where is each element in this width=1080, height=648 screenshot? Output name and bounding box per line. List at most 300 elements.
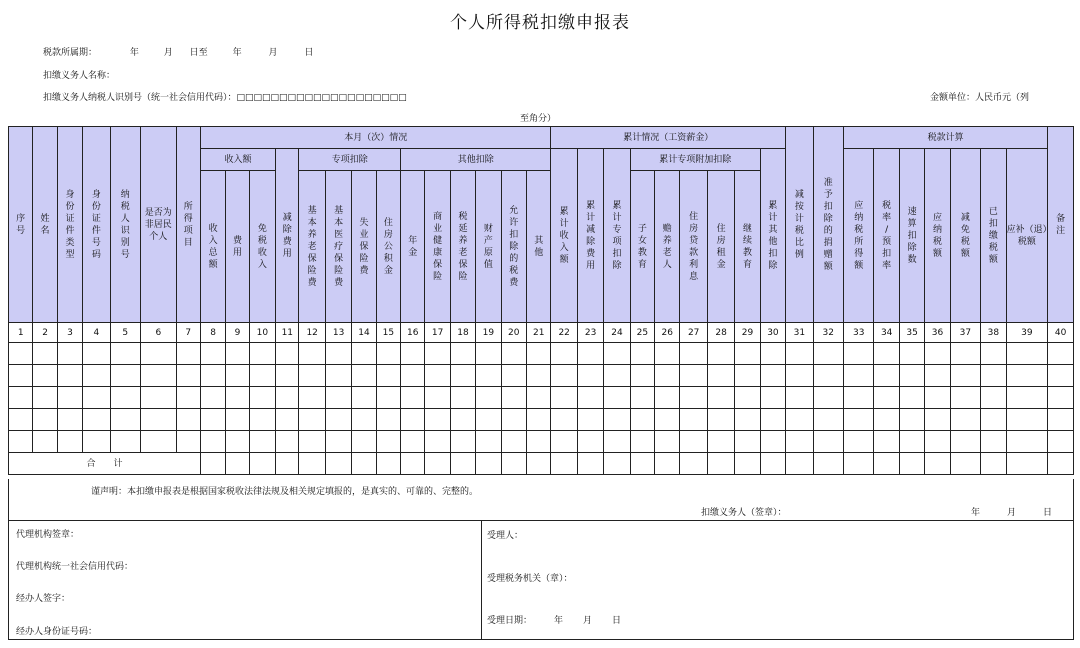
table-cell[interactable] — [276, 431, 299, 453]
table-cell[interactable] — [1048, 409, 1074, 431]
total-cell[interactable] — [981, 453, 1006, 475]
total-cell[interactable] — [276, 453, 299, 475]
table-cell[interactable] — [299, 365, 325, 387]
table-cell[interactable] — [707, 387, 734, 409]
table-cell[interactable] — [680, 387, 707, 409]
table-cell[interactable] — [376, 431, 400, 453]
table-cell[interactable] — [680, 365, 707, 387]
table-cell[interactable] — [501, 365, 526, 387]
table-cell[interactable] — [200, 387, 225, 409]
table-cell[interactable] — [299, 343, 325, 365]
table-cell[interactable] — [276, 409, 299, 431]
agency-code-label: 代理机构统一社会信用代码： — [16, 562, 134, 572]
header-tax-calc: 税款计算 — [844, 127, 1048, 149]
total-cell[interactable] — [925, 453, 950, 475]
table-cell[interactable] — [249, 343, 275, 365]
table-cell[interactable] — [226, 365, 249, 387]
table-cell[interactable] — [141, 431, 177, 453]
table-cell[interactable] — [501, 387, 526, 409]
declaration-date-day: 日 — [1043, 508, 1053, 518]
table-cell[interactable] — [526, 343, 551, 365]
table-cell[interactable] — [110, 387, 140, 409]
table-cell[interactable] — [786, 343, 813, 365]
table-cell[interactable] — [376, 365, 400, 387]
header-name: 姓 名 — [33, 127, 57, 323]
table-cell[interactable] — [950, 409, 980, 431]
period-part: 月 — [163, 48, 173, 58]
table-cell[interactable] — [249, 365, 275, 387]
table-cell[interactable] — [425, 387, 450, 409]
table-cell[interactable] — [655, 365, 680, 387]
total-cell[interactable] — [352, 453, 376, 475]
table-cell[interactable] — [1006, 343, 1048, 365]
table-cell[interactable] — [813, 365, 843, 387]
column-number: 11 — [276, 323, 299, 343]
table-cell[interactable] — [981, 431, 1006, 453]
table-cell[interactable] — [501, 431, 526, 453]
receive-date-month: 月 — [583, 616, 593, 626]
table-cell[interactable] — [655, 343, 680, 365]
header-pension: 基 本 养 老 保 险 费 — [299, 171, 325, 323]
column-number: 37 — [950, 323, 980, 343]
withholder-name-label: 扣缴义务人名称： — [43, 71, 116, 81]
table-cell[interactable] — [57, 343, 82, 365]
total-cell[interactable] — [950, 453, 980, 475]
table-cell[interactable] — [786, 409, 813, 431]
table-cell[interactable] — [226, 387, 249, 409]
total-cell[interactable] — [425, 453, 450, 475]
table-cell[interactable] — [33, 343, 57, 365]
table-cell[interactable] — [844, 431, 874, 453]
table-cell[interactable] — [9, 409, 33, 431]
table-cell[interactable] — [57, 365, 82, 387]
table-cell[interactable] — [707, 365, 734, 387]
table-cell[interactable] — [1048, 387, 1074, 409]
table-cell[interactable] — [899, 387, 924, 409]
table-cell[interactable] — [176, 409, 200, 431]
table-cell[interactable] — [299, 409, 325, 431]
column-number: 36 — [925, 323, 950, 343]
table-cell[interactable] — [844, 365, 874, 387]
table-cell[interactable] — [425, 365, 450, 387]
table-cell[interactable] — [760, 409, 785, 431]
column-number: 35 — [899, 323, 924, 343]
total-cell[interactable] — [707, 453, 734, 475]
column-number: 28 — [707, 323, 734, 343]
table-cell[interactable] — [249, 409, 275, 431]
table-row — [9, 409, 1074, 431]
header-mortgage: 住 房 贷 款 利 息 — [680, 171, 707, 323]
table-cell[interactable] — [141, 387, 177, 409]
table-cell[interactable] — [925, 343, 950, 365]
total-cell[interactable] — [476, 453, 501, 475]
withholder-id-line — [43, 90, 407, 103]
period-line — [43, 45, 313, 58]
table-cell[interactable] — [551, 365, 577, 387]
header-income-total: 收 入 总 额 — [200, 171, 225, 323]
table-cell[interactable] — [707, 409, 734, 431]
table-cell[interactable] — [425, 343, 450, 365]
table-cell[interactable] — [226, 431, 249, 453]
table-cell[interactable] — [110, 365, 140, 387]
table-cell[interactable] — [276, 365, 299, 387]
table-cell[interactable] — [401, 387, 425, 409]
table-cell[interactable] — [925, 365, 950, 387]
table-cell[interactable] — [33, 387, 57, 409]
table-cell[interactable] — [786, 365, 813, 387]
total-cell[interactable] — [577, 453, 603, 475]
table-cell[interactable] — [176, 365, 200, 387]
header-tax-rate: 税 率 / 预 扣 率 — [874, 149, 899, 323]
table-cell[interactable] — [1048, 343, 1074, 365]
header-quick-deduction: 速 算 扣 除 数 — [899, 149, 924, 323]
table-cell[interactable] — [57, 431, 82, 453]
total-cell[interactable] — [200, 453, 225, 475]
table-cell[interactable] — [526, 431, 551, 453]
table-cell[interactable] — [526, 365, 551, 387]
table-cell[interactable] — [630, 409, 654, 431]
total-cell[interactable] — [1048, 453, 1074, 475]
table-cell[interactable] — [899, 343, 924, 365]
table-cell[interactable] — [9, 431, 33, 453]
table-cell[interactable] — [376, 409, 400, 431]
table-cell[interactable] — [425, 409, 450, 431]
table-cell[interactable] — [950, 343, 980, 365]
table-cell[interactable] — [249, 387, 275, 409]
table-cell[interactable] — [401, 343, 425, 365]
table-cell[interactable] — [226, 343, 249, 365]
table-cell[interactable] — [1048, 431, 1074, 453]
total-cell[interactable] — [1006, 453, 1048, 475]
header-id-no: 身 份 证 件 号 码 — [83, 127, 110, 323]
column-number: 39 — [1006, 323, 1048, 343]
table-cell[interactable] — [476, 387, 501, 409]
table-cell[interactable] — [604, 343, 630, 365]
table-cell[interactable] — [844, 343, 874, 365]
table-cell[interactable] — [276, 343, 299, 365]
table-cell[interactable] — [176, 387, 200, 409]
table-cell[interactable] — [425, 431, 450, 453]
period-part: 日至 — [189, 48, 208, 58]
table-cell[interactable] — [950, 431, 980, 453]
table-cell[interactable] — [352, 409, 376, 431]
column-number: 20 — [501, 323, 526, 343]
total-cell[interactable] — [604, 453, 630, 475]
table-cell[interactable] — [526, 387, 551, 409]
column-number: 30 — [760, 323, 785, 343]
table-cell[interactable] — [735, 365, 760, 387]
table-cell[interactable] — [141, 409, 177, 431]
header-property-value: 财 产 原 值 — [476, 171, 501, 323]
total-cell[interactable] — [526, 453, 551, 475]
table-cell[interactable] — [577, 343, 603, 365]
table-cell[interactable] — [57, 387, 82, 409]
table-cell[interactable] — [249, 431, 275, 453]
table-cell[interactable] — [57, 409, 82, 431]
header-income-item: 所 得 项 目 — [176, 127, 200, 323]
table-cell[interactable] — [786, 431, 813, 453]
total-cell[interactable] — [760, 453, 785, 475]
header-cum-income: 累 计 收 入 额 — [551, 149, 577, 323]
table-cell[interactable] — [813, 409, 843, 431]
column-number: 9 — [226, 323, 249, 343]
column-number: 38 — [981, 323, 1006, 343]
amount-unit-cont: 至角分） — [520, 114, 557, 124]
total-cell[interactable] — [630, 453, 654, 475]
total-cell[interactable] — [249, 453, 275, 475]
table-cell[interactable] — [1006, 387, 1048, 409]
table-cell[interactable] — [450, 431, 475, 453]
signature-divider — [481, 521, 482, 639]
table-cell[interactable] — [1006, 365, 1048, 387]
period-part: 年 — [232, 48, 242, 58]
table-cell[interactable] — [476, 343, 501, 365]
table-cell[interactable] — [630, 365, 654, 387]
agency-seal-label: 代理机构签章： — [16, 530, 80, 540]
declaration-signer: 扣缴义务人（签章）： — [701, 508, 787, 518]
table-cell[interactable] — [476, 365, 501, 387]
table-cell[interactable] — [1048, 365, 1074, 387]
table-cell[interactable] — [844, 409, 874, 431]
table-cell[interactable] — [604, 387, 630, 409]
column-number: 27 — [680, 323, 707, 343]
table-cell[interactable] — [604, 409, 630, 431]
table-cell[interactable] — [630, 387, 654, 409]
receive-date-day: 日 — [612, 616, 622, 626]
table-row — [9, 431, 1074, 453]
declaration-table — [8, 126, 1074, 475]
table-cell[interactable] — [950, 365, 980, 387]
column-number: 26 — [655, 323, 680, 343]
total-cell[interactable] — [813, 453, 843, 475]
table-cell[interactable] — [226, 409, 249, 431]
table-cell[interactable] — [9, 365, 33, 387]
table-cell[interactable] — [981, 409, 1006, 431]
table-cell[interactable] — [450, 387, 475, 409]
table-cell[interactable] — [813, 343, 843, 365]
table-cell[interactable] — [352, 343, 376, 365]
table-cell[interactable] — [110, 409, 140, 431]
total-cell[interactable] — [844, 453, 874, 475]
table-cell[interactable] — [874, 343, 899, 365]
header-unemployment: 失 业 保 险 费 — [352, 171, 376, 323]
table-cell[interactable] — [786, 387, 813, 409]
table-cell[interactable] — [325, 431, 351, 453]
table-cell[interactable] — [401, 431, 425, 453]
handler-id-label: 经办人身份证号码： — [16, 627, 98, 637]
table-cell[interactable] — [981, 365, 1006, 387]
total-cell[interactable] — [401, 453, 425, 475]
table-cell[interactable] — [925, 387, 950, 409]
table-cell[interactable] — [874, 409, 899, 431]
table-cell[interactable] — [200, 365, 225, 387]
total-cell[interactable] — [376, 453, 400, 475]
table-cell[interactable] — [874, 387, 899, 409]
table-cell[interactable] — [401, 365, 425, 387]
table-cell[interactable] — [526, 409, 551, 431]
table-cell[interactable] — [141, 365, 177, 387]
column-number: 13 — [325, 323, 351, 343]
table-cell[interactable] — [551, 431, 577, 453]
column-number: 22 — [551, 323, 577, 343]
table-cell[interactable] — [299, 431, 325, 453]
total-row — [9, 453, 1074, 475]
table-cell[interactable] — [1006, 431, 1048, 453]
table-cell[interactable] — [501, 343, 526, 365]
id-boxes: □□□□□□□□□□□□□□□□□□□□ — [236, 93, 407, 103]
header-deduction-expense: 减 除 费 用 — [276, 149, 299, 323]
table-cell[interactable] — [83, 343, 110, 365]
table-cell[interactable] — [325, 409, 351, 431]
table-cell[interactable] — [577, 365, 603, 387]
column-number: 17 — [425, 323, 450, 343]
header-current-period: 本月（次）情况 — [200, 127, 551, 149]
table-cell[interactable] — [760, 343, 785, 365]
total-cell[interactable] — [501, 453, 526, 475]
table-cell[interactable] — [33, 409, 57, 431]
table-cell[interactable] — [813, 387, 843, 409]
table-cell[interactable] — [899, 431, 924, 453]
table-cell[interactable] — [325, 343, 351, 365]
table-cell[interactable] — [450, 343, 475, 365]
table-cell[interactable] — [844, 387, 874, 409]
total-cell[interactable] — [299, 453, 325, 475]
header-elderly: 赡 养 老 人 — [655, 171, 680, 323]
total-cell[interactable] — [551, 453, 577, 475]
table-cell[interactable] — [707, 343, 734, 365]
table-cell[interactable] — [200, 343, 225, 365]
table-cell[interactable] — [577, 387, 603, 409]
table-cell[interactable] — [299, 387, 325, 409]
header-continuing-edu: 继 续 教 育 — [735, 171, 760, 323]
table-cell[interactable] — [1006, 409, 1048, 431]
table-cell[interactable] — [551, 343, 577, 365]
table-cell[interactable] — [950, 387, 980, 409]
period-part: 日 — [304, 48, 314, 58]
table-cell[interactable] — [735, 431, 760, 453]
total-cell[interactable] — [735, 453, 760, 475]
header-tax-deferred-pension: 税 延 养 老 保 险 — [450, 171, 475, 323]
table-cell[interactable] — [110, 431, 140, 453]
table-cell[interactable] — [735, 409, 760, 431]
table-cell[interactable] — [680, 343, 707, 365]
table-cell[interactable] — [176, 431, 200, 453]
table-cell[interactable] — [874, 365, 899, 387]
table-cell[interactable] — [604, 365, 630, 387]
table-cell[interactable] — [83, 365, 110, 387]
table-cell[interactable] — [200, 431, 225, 453]
table-cell[interactable] — [401, 409, 425, 431]
table-cell[interactable] — [352, 365, 376, 387]
header-cum-deduction: 累 计 减 除 费 用 — [577, 149, 603, 323]
table-cell[interactable] — [141, 343, 177, 365]
table-cell[interactable] — [9, 387, 33, 409]
header-cum-other: 累 计 其 他 扣 除 — [760, 149, 785, 323]
header-taxpayer-id: 纳 税 人 识 别 号 — [110, 127, 140, 323]
table-cell[interactable] — [899, 409, 924, 431]
total-cell[interactable] — [680, 453, 707, 475]
table-cell[interactable] — [376, 387, 400, 409]
table-cell[interactable] — [630, 343, 654, 365]
table-cell[interactable] — [735, 387, 760, 409]
table-cell[interactable] — [352, 387, 376, 409]
table-cell[interactable] — [450, 409, 475, 431]
table-cell[interactable] — [551, 409, 577, 431]
column-number: 25 — [630, 323, 654, 343]
table-cell[interactable] — [630, 431, 654, 453]
table-cell[interactable] — [680, 409, 707, 431]
table-cell[interactable] — [760, 365, 785, 387]
header-reduction-ratio: 减 按 计 税 比 例 — [786, 127, 813, 323]
table-cell[interactable] — [33, 431, 57, 453]
table-cell[interactable] — [925, 431, 950, 453]
column-number: 21 — [526, 323, 551, 343]
table-cell[interactable] — [110, 343, 140, 365]
column-number: 15 — [376, 323, 400, 343]
total-cell[interactable] — [655, 453, 680, 475]
table-cell[interactable] — [325, 365, 351, 387]
table-cell[interactable] — [33, 365, 57, 387]
table-cell[interactable] — [813, 431, 843, 453]
table-cell[interactable] — [655, 409, 680, 431]
table-cell[interactable] — [325, 387, 351, 409]
header-tax-free-income: 免 税 收 入 — [249, 171, 275, 323]
table-cell[interactable] — [83, 431, 110, 453]
column-number: 10 — [249, 323, 275, 343]
table-cell[interactable] — [200, 409, 225, 431]
total-cell[interactable] — [226, 453, 249, 475]
table-cell[interactable] — [925, 409, 950, 431]
table-cell[interactable] — [501, 409, 526, 431]
table-cell[interactable] — [577, 409, 603, 431]
header-seq: 序 号 — [9, 127, 33, 323]
table-cell[interactable] — [83, 409, 110, 431]
header-nonresident: 是否为非居民个人 — [141, 127, 177, 323]
table-cell[interactable] — [981, 387, 1006, 409]
table-cell[interactable] — [899, 365, 924, 387]
table-cell[interactable] — [376, 343, 400, 365]
header-refund: 应补（退）税额 — [1006, 149, 1048, 323]
amount-unit: 金额单位：人民币元（列 — [930, 93, 1030, 103]
total-cell[interactable] — [874, 453, 899, 475]
table-cell[interactable] — [680, 431, 707, 453]
table-cell[interactable] — [760, 387, 785, 409]
table-cell[interactable] — [981, 343, 1006, 365]
table-cell[interactable] — [577, 431, 603, 453]
table-cell[interactable] — [176, 343, 200, 365]
total-cell[interactable] — [786, 453, 813, 475]
total-cell[interactable] — [325, 453, 351, 475]
table-cell[interactable] — [276, 387, 299, 409]
total-cell[interactable] — [899, 453, 924, 475]
table-cell[interactable] — [707, 431, 734, 453]
table-cell[interactable] — [735, 343, 760, 365]
table-cell[interactable] — [476, 431, 501, 453]
table-cell[interactable] — [476, 409, 501, 431]
table-cell[interactable] — [83, 387, 110, 409]
table-cell[interactable] — [551, 387, 577, 409]
table-cell[interactable] — [604, 431, 630, 453]
table-cell[interactable] — [9, 343, 33, 365]
total-cell[interactable] — [450, 453, 475, 475]
table-cell[interactable] — [450, 365, 475, 387]
column-number: 1 — [9, 323, 33, 343]
table-cell[interactable] — [352, 431, 376, 453]
table-cell[interactable] — [655, 431, 680, 453]
table-cell[interactable] — [874, 431, 899, 453]
table-cell[interactable] — [655, 387, 680, 409]
table-cell[interactable] — [760, 431, 785, 453]
